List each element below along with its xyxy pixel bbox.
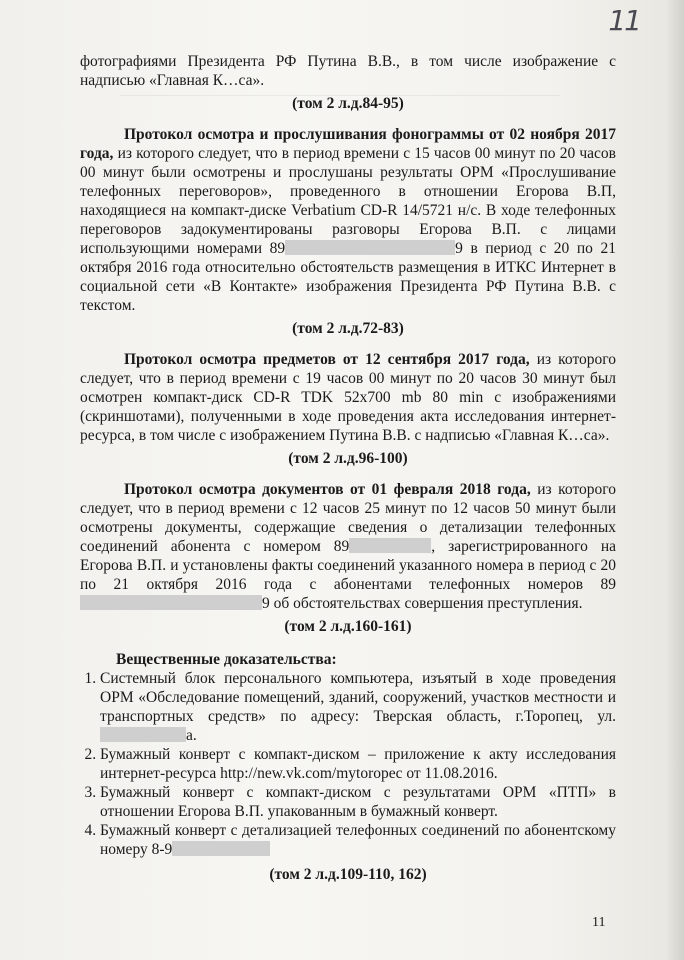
redacted-phone-number bbox=[80, 595, 262, 610]
evidence-item-text: Бумажный конверт с компакт-диском – приложение к акту исследования интернет-ресурса http://new.vk.com/mytoropec от 11.08.2016. bbox=[100, 746, 616, 782]
redacted-phone-number bbox=[172, 841, 270, 856]
items-protocol-title: Протокол осмотра предметов от 12 сентября 2017 года, bbox=[124, 351, 530, 368]
reference-p2: (том 2 л.д.96-100) bbox=[288, 450, 408, 467]
paragraph-documents-protocol bbox=[80, 480, 616, 613]
reference-p3: (том 2 л.д.160-161) bbox=[284, 618, 412, 635]
evidence-item-text: Бумажный конверт с компакт-диском с результатами ОРМ «ПТП» в отношении Егорова В.П. упакованным в бумажный конверт. bbox=[100, 784, 616, 820]
evidence-item bbox=[100, 783, 616, 821]
documents-protocol-text-c: 9 об обстоятельствах совершения преступления. bbox=[262, 595, 583, 612]
evidence-item-text: Бумажный конверт с детализацией телефонных соединений по абонентскому номеру 8-9 bbox=[100, 822, 616, 858]
page-edge-shadow bbox=[666, 0, 684, 960]
document-body bbox=[80, 52, 616, 896]
documents-protocol-text-a: из которого следует, что в период времени с 12 часов 25 минут по 12 часов 50 минут были осмотрены документы, содержащие сведения о детализации телефонных соединений абонента с номером 89 bbox=[80, 481, 616, 555]
phonogram-protocol-text-a: из которого следует, что в период времени с 15 часов 00 минут по 20 часов 00 минут были осмотрены и прослушаны результаты ОРМ «Прослушивание телефонных переговоров», проведенного в отношении Егорова В.П, находящиеся на компакт-диске Verbatium CD-R 14/5721 н/с. В ходе телефонных переговоров задокументированы разговоры Егорова В.П. с лицами использующими номерами 89 bbox=[80, 145, 616, 257]
handwritten-page-number: 11 bbox=[608, 4, 640, 37]
paragraph-continuation: фотографиями Президента РФ Путина В.В., в том числе изображение с надписью «Главная К…са». bbox=[80, 53, 616, 89]
redacted-phone-number bbox=[349, 538, 431, 553]
evidence-heading: Вещественные доказательства: bbox=[116, 651, 337, 668]
paragraph-items-protocol bbox=[80, 350, 616, 445]
redacted-phone-number bbox=[285, 240, 455, 255]
evidence-item bbox=[100, 669, 616, 745]
evidence-list bbox=[80, 669, 616, 859]
reference-evidence: (том 2 л.д.109-110, 162) bbox=[269, 866, 427, 883]
phonogram-protocol-text-b: 9 в период с 20 по 21 октября 2016 года относительно обстоятельств размещения в ИТКС Интернет в социальной сети «В Контакте» изображения Президента РФ Путина В.В. с текстом. bbox=[80, 240, 617, 314]
items-protocol-text: из которого следует, что в период времени с 19 часов 00 минут по 20 часов 30 минут был осмотрен компакт-диск CD-R TDK 52x700 mb 80 min с изображениями (скриншотами), полученными в ходе проведения акта исследования интернет-ресурса, в том числе с изображением Путина В.В. с надписью «Главная К…са». bbox=[80, 351, 617, 444]
redacted-street-name bbox=[100, 727, 186, 742]
evidence-item-text-end: а. bbox=[186, 727, 197, 744]
reference-p1: (том 2 л.д.72-83) bbox=[292, 320, 404, 337]
evidence-item bbox=[100, 821, 616, 859]
phonogram-protocol-title: Протокол осмотра и прослушивания фонограммы от 02 ноября 2017 года, bbox=[80, 126, 616, 162]
evidence-item bbox=[100, 745, 616, 783]
reference-p0: (том 2 л.д.84-95) bbox=[292, 95, 404, 112]
evidence-item-text: Системный блок персонального компьютера, изъятый в ходе проведения ОРМ «Обследование помещений, зданий, сооружений, участков местности и транспортных средств» по адресу: Тверская область, г.Торопец, ул. bbox=[100, 670, 616, 725]
documents-protocol-title: Протокол осмотра документов от 01 февраля 2018 года, bbox=[124, 481, 531, 498]
page-number: 11 bbox=[592, 915, 606, 930]
paragraph-phonogram-protocol bbox=[80, 125, 616, 315]
documents-protocol-text-b: , зарегистрированного на Егорова В.П. и установлены факты соединений указанного номера в период с 20 по 21 октября 2016 года с абонентами телефонных номеров 89 bbox=[80, 538, 616, 593]
